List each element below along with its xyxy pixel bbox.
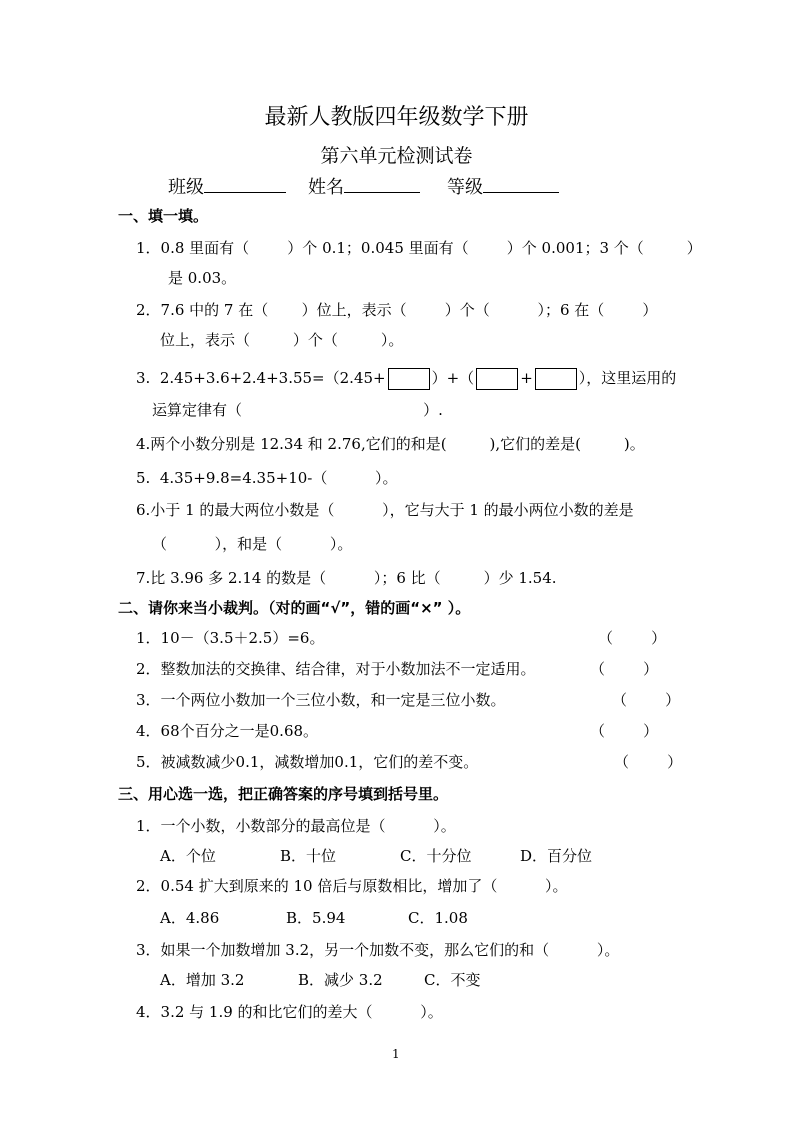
judge-item-3: 3．一个两位小数加一个三位小数，和一定是三位小数。	[136, 691, 506, 709]
choice-q2-option-c[interactable]: C．1.08	[408, 909, 468, 927]
q3-line1	[136, 368, 676, 390]
choice-q1: 1．一个小数，小数部分的最高位是（ ）。	[136, 817, 456, 835]
q6-line1: 6.小于 1 的最大两位小数是（ ），它与大于 1 的最小两位小数的差是	[136, 501, 634, 519]
class-label: 班级	[168, 177, 204, 198]
q3-mid: ）+（	[431, 369, 475, 387]
q3-suffix: ），这里运用的	[578, 369, 677, 387]
page-number: 1	[392, 1047, 400, 1061]
judge-paren-3[interactable]: （ ）	[612, 691, 681, 709]
choice-q1-option-b[interactable]: B．十位	[280, 847, 337, 865]
choice-q3-option-b[interactable]: B．减少 3.2	[298, 971, 383, 989]
judge-item-5: 5．被减数减少0.1，减数增加0.1，它们的差不变。	[136, 753, 479, 771]
judge-paren-1[interactable]: （ ）	[598, 629, 667, 647]
q3-answer-box-3[interactable]	[535, 368, 577, 390]
class-field	[168, 176, 286, 199]
choice-q4: 4．3.2 与 1.9 的和比它们的差大（ ）。	[136, 1003, 443, 1021]
grade-field	[447, 176, 559, 199]
choice-q1-option-a[interactable]: A．个位	[160, 847, 216, 865]
choice-q3-option-a[interactable]: A．增加 3.2	[160, 971, 245, 989]
q1-line1: 1．0.8 里面有（ ）个 0.1；0.045 里面有（ ）个 0.001；3 个（ ）	[136, 239, 702, 257]
judge-paren-5[interactable]: （ ）	[614, 753, 683, 771]
section3-heading: 三、用心选一选，把正确答案的序号填到括号里。	[118, 785, 449, 803]
q3-plus: +	[520, 369, 533, 387]
q3-answer-box-1[interactable]	[388, 368, 430, 390]
choice-q3-option-c[interactable]: C．不变	[424, 971, 481, 989]
q3-line2: 运算定律有（ ）.	[152, 401, 443, 419]
choice-q2-option-b[interactable]: B．5.94	[286, 909, 346, 927]
choice-q1-option-d[interactable]: D．百分位	[520, 847, 593, 865]
name-field	[308, 176, 420, 199]
name-blank[interactable]	[344, 176, 420, 193]
judge-paren-2[interactable]: （ ）	[590, 660, 659, 678]
page-title: 最新人教版四年级数学下册	[264, 105, 529, 130]
judge-item-1: 1．10－（3.5＋2.5）=6。	[136, 629, 325, 647]
q3-prefix: 3. 2.45+3.6+2.4+3.55=（2.45+	[136, 369, 386, 387]
q2-line1: 2．7.6 中的 7 在（ ）位上，表示（ ）个（ ）；6 在（ ）	[136, 301, 658, 319]
q2-line2: 位上，表示（ ）个（ ）。	[160, 331, 404, 349]
choice-q2-option-a[interactable]: A．4.86	[160, 909, 220, 927]
grade-label: 等级	[447, 177, 483, 198]
section2-heading: 二、请你来当小裁判。（对的画“√”，错的画“×” ）。	[118, 599, 471, 617]
choice-q3: 3．如果一个加数增加 3.2，另一个加数不变，那么它们的和（ ）。	[136, 941, 620, 959]
section1-heading: 一、填一填。	[118, 207, 209, 225]
q3-answer-box-2[interactable]	[476, 368, 518, 390]
choice-q2: 2．0.54 扩大到原来的 10 倍后与原数相比，增加了（ ）。	[136, 877, 568, 895]
name-label: 姓名	[308, 177, 344, 198]
page-subtitle: 第六单元检测试卷	[320, 145, 473, 167]
judge-item-4: 4．68个百分之一是0.68。	[136, 722, 319, 740]
class-blank[interactable]	[204, 176, 286, 193]
q1-line2: 是 0.03。	[168, 269, 237, 287]
judge-paren-4[interactable]: （ ）	[590, 722, 659, 740]
grade-blank[interactable]	[483, 176, 559, 193]
q6-line2: （ ），和是（ ）。	[152, 535, 353, 553]
q7-line: 7.比 3.96 多 2.14 的数是（ ）；6 比（ ）少 1.54.	[136, 569, 557, 587]
judge-item-2: 2．整数加法的交换律、结合律，对于小数加法不一定适用。	[136, 660, 536, 678]
q5-line: 5. 4.35+9.8=4.35+10-（ ）。	[136, 469, 398, 487]
choice-q1-option-c[interactable]: C．十分位	[400, 847, 472, 865]
q4-line: 4.两个小数分别是 12.34 和 2.76,它们的和是( ),它们的差是( )。	[136, 435, 645, 453]
